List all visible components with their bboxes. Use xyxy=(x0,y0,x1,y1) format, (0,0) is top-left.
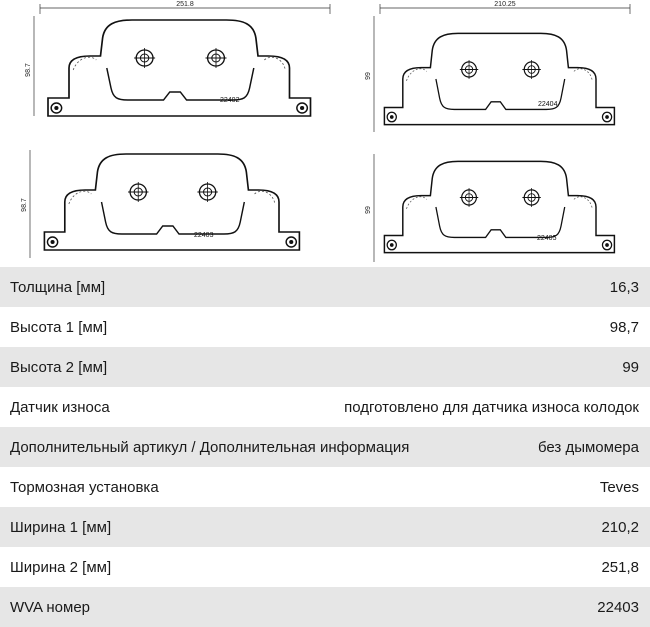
spec-value: Teves xyxy=(599,478,639,496)
spec-value: 99 xyxy=(622,358,639,376)
spec-value: подготовлено для датчика износа колодок xyxy=(344,398,639,416)
spec-label: Толщина [мм] xyxy=(10,278,106,296)
pad-code: 22402 xyxy=(220,97,240,104)
spec-label: Датчик износа xyxy=(10,398,110,416)
pad-drawing-22405 xyxy=(365,154,614,262)
spec-label: Высота 2 [мм] xyxy=(10,358,108,376)
spec-row-additional-info xyxy=(0,427,650,467)
spec-row-width-2 xyxy=(0,547,650,587)
spec-label: WVA номер xyxy=(10,598,91,616)
pad-code: 22403 xyxy=(194,232,214,239)
spec-row-wva-number xyxy=(0,587,650,627)
spec-label: Тормозная установка xyxy=(10,478,159,496)
height-dimension: 98.7 xyxy=(21,198,28,212)
width-dimension: 251.8 xyxy=(176,1,194,8)
spec-row-brake-system xyxy=(0,467,650,507)
spec-value: 210,2 xyxy=(601,518,639,536)
pad-drawing-22404 xyxy=(365,1,630,132)
width-dimension: 210.25 xyxy=(494,1,516,8)
spec-value: 251,8 xyxy=(601,558,639,576)
spec-value: без дымомера xyxy=(537,438,639,456)
specifications-table xyxy=(0,267,650,627)
pad-code: 22405 xyxy=(537,235,557,242)
spec-row-width-1 xyxy=(0,507,650,547)
spec-label: Высота 1 [мм] xyxy=(10,318,108,336)
spec-label: Дополнительный артикул / Дополнительная информация xyxy=(10,438,410,456)
height-dimension: 99 xyxy=(365,206,372,214)
pad-code: 22404 xyxy=(538,101,558,108)
spec-value: 98,7 xyxy=(609,318,639,336)
spec-label: Ширина 2 [мм] xyxy=(10,558,112,576)
height-dimension: 99 xyxy=(365,72,372,80)
pad-drawing-22403 xyxy=(21,150,299,258)
height-dimension: 98.7 xyxy=(25,63,32,77)
pad-drawing-22402 xyxy=(25,1,330,116)
spec-value: 16,3 xyxy=(609,278,639,296)
spec-row-height-2 xyxy=(0,347,650,387)
spec-row-wear-sensor xyxy=(0,387,650,427)
drawings-svg xyxy=(0,0,650,267)
technical-drawings xyxy=(0,0,650,267)
spec-label: Ширина 1 [мм] xyxy=(10,518,112,536)
spec-row-thickness xyxy=(0,267,650,307)
spec-value: 22403 xyxy=(597,598,639,616)
spec-row-height-1 xyxy=(0,307,650,347)
